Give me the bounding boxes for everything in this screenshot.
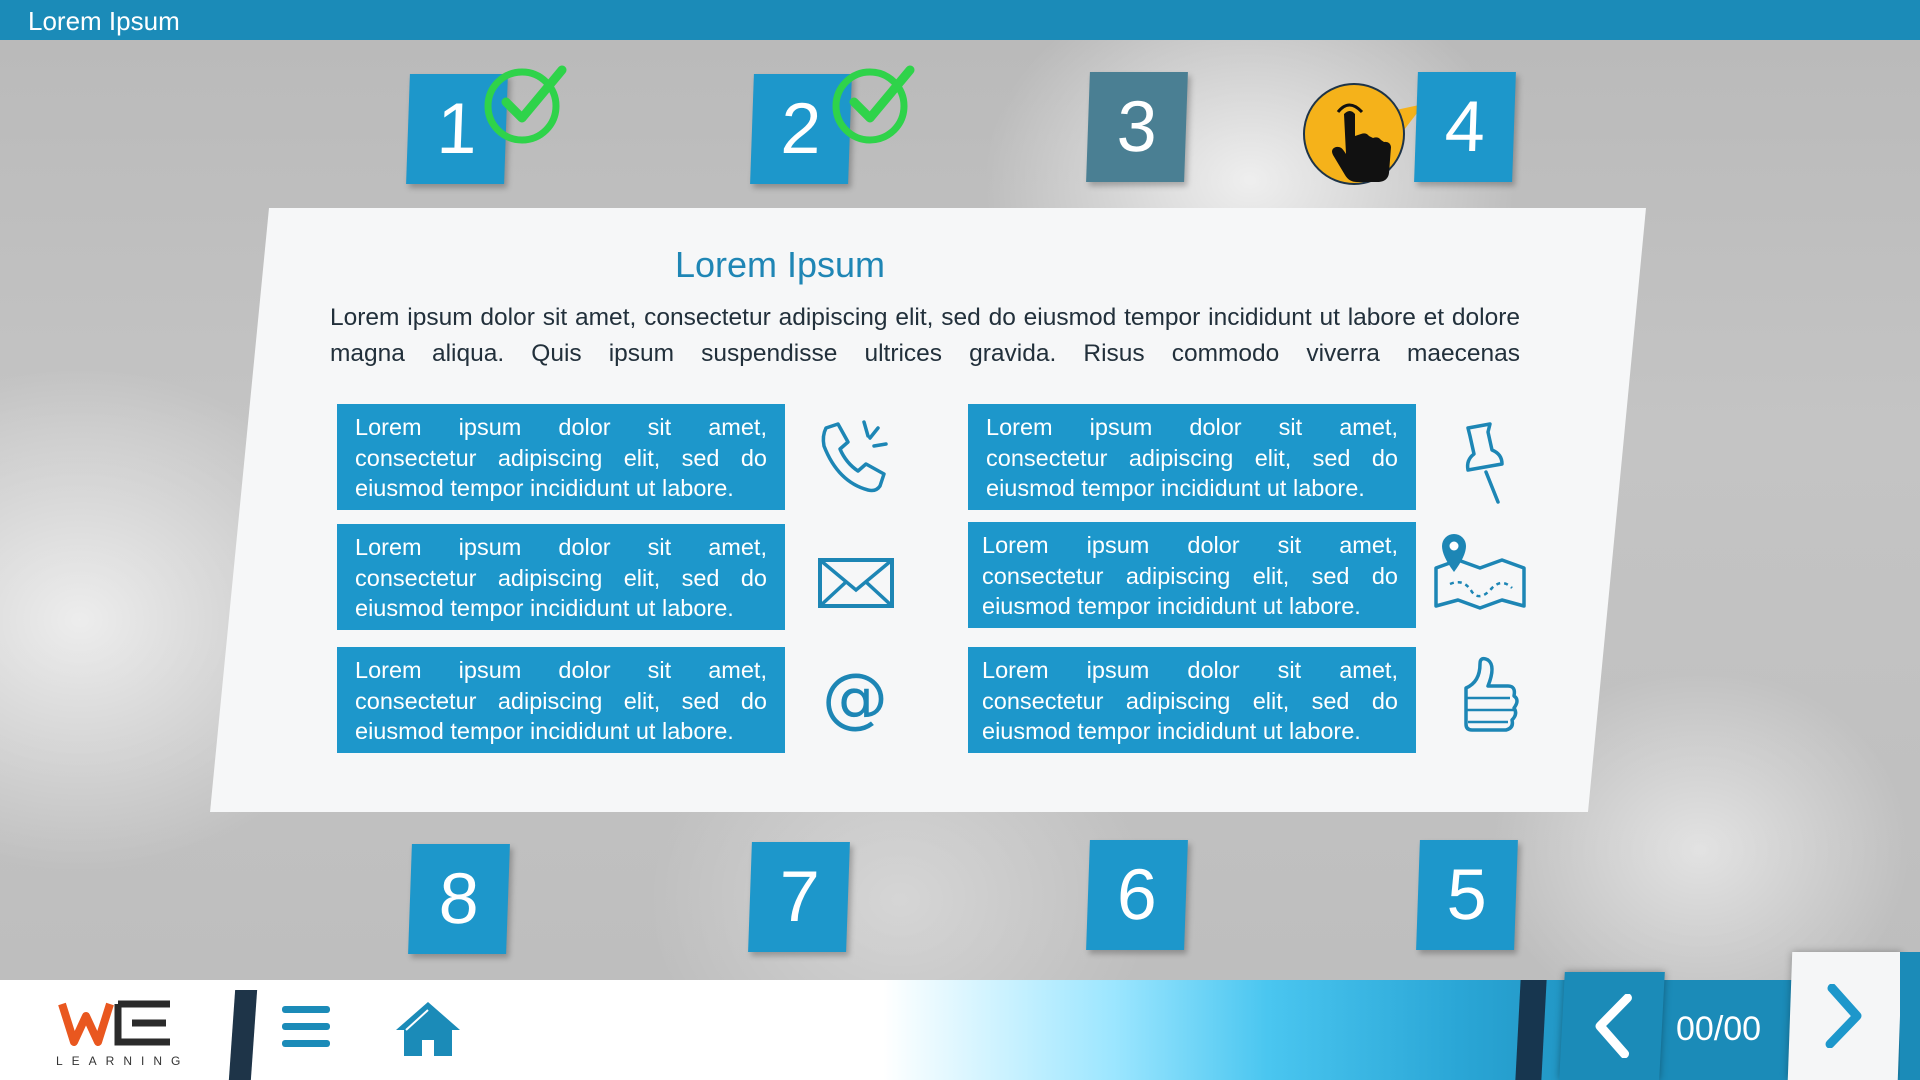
map-pin-icon <box>1432 530 1528 616</box>
home-icon <box>392 998 464 1060</box>
right-edge-strip <box>1900 952 1920 1080</box>
envelope-icon <box>812 536 898 622</box>
info-box-email: Lorem ipsum dolor sit amet, consectetur adipiscing elit, sed do eiusmod tempor incididunt ut labore. <box>337 524 785 630</box>
step-number: 6 <box>1115 855 1159 935</box>
at-sign-icon <box>812 656 898 742</box>
step-tile-8[interactable] <box>408 844 510 954</box>
step-tile-5[interactable] <box>1416 840 1518 950</box>
menu-button[interactable] <box>278 1004 334 1050</box>
hamburger-icon <box>278 1004 334 1050</box>
step-tile-3[interactable] <box>1086 72 1188 182</box>
thumbs-up-icon <box>1436 654 1522 740</box>
checkmark-icon <box>830 58 918 146</box>
page-counter: 00/00 <box>1676 1010 1762 1048</box>
logo-icon <box>58 998 174 1048</box>
logo-subtitle: LEARNING <box>56 1054 190 1068</box>
step-tile-7[interactable] <box>748 842 850 952</box>
step-number: 4 <box>1443 87 1487 167</box>
chevron-left-icon <box>1590 994 1633 1058</box>
panel-title: Lorem Ipsum <box>674 244 886 285</box>
step-number: 3 <box>1115 87 1159 167</box>
info-box-map: Lorem ipsum dolor sit amet, consectetur adipiscing elit, sed do eiusmod tempor incididunt ut labore. <box>968 522 1416 628</box>
svg-text:@: @ <box>822 659 888 736</box>
step-number: 1 <box>435 89 479 169</box>
step-number: 8 <box>437 859 481 939</box>
home-button[interactable] <box>392 998 464 1060</box>
step-number: 2 <box>779 89 823 169</box>
next-button[interactable] <box>1788 952 1902 1080</box>
phone-icon <box>810 418 896 504</box>
course-title: Lorem Ipsum <box>28 6 180 36</box>
panel-intro-text: Lorem ipsum dolor sit amet, consectetur adipiscing elit, sed do eiusmod tempor incididunt ut labore et dolore magna aliqua. Quis ipsum suspendisse ultrices gravida. Risus commodo viverra maecenas <box>330 304 1520 367</box>
step-number: 7 <box>777 857 821 937</box>
title-bar <box>0 0 1920 40</box>
step-number: 5 <box>1445 855 1489 935</box>
info-box-thumbs: Lorem ipsum dolor sit amet, consectetur adipiscing elit, sed do eiusmod tempor incididunt ut labore. <box>968 647 1416 753</box>
previous-button[interactable] <box>1559 972 1665 1080</box>
step-tile-6[interactable] <box>1086 840 1188 950</box>
pushpin-icon <box>1444 418 1530 504</box>
hand-pointer-icon <box>1300 82 1424 188</box>
chevron-right-icon <box>1824 984 1866 1048</box>
nav-divider <box>1515 980 1546 1080</box>
checkmark-icon <box>482 58 570 146</box>
info-box-at: Lorem ipsum dolor sit amet, consectetur adipiscing elit, sed do eiusmod tempor incididunt ut labore. <box>337 647 785 753</box>
step-tile-4[interactable] <box>1414 72 1516 182</box>
info-box-pin: Lorem ipsum dolor sit amet, consectetur adipiscing elit, sed do eiusmod tempor incididunt ut labore. <box>968 404 1416 510</box>
info-box-phone: Lorem ipsum dolor sit amet, consectetur adipiscing elit, sed do eiusmod tempor incididunt ut labore. <box>337 404 785 510</box>
